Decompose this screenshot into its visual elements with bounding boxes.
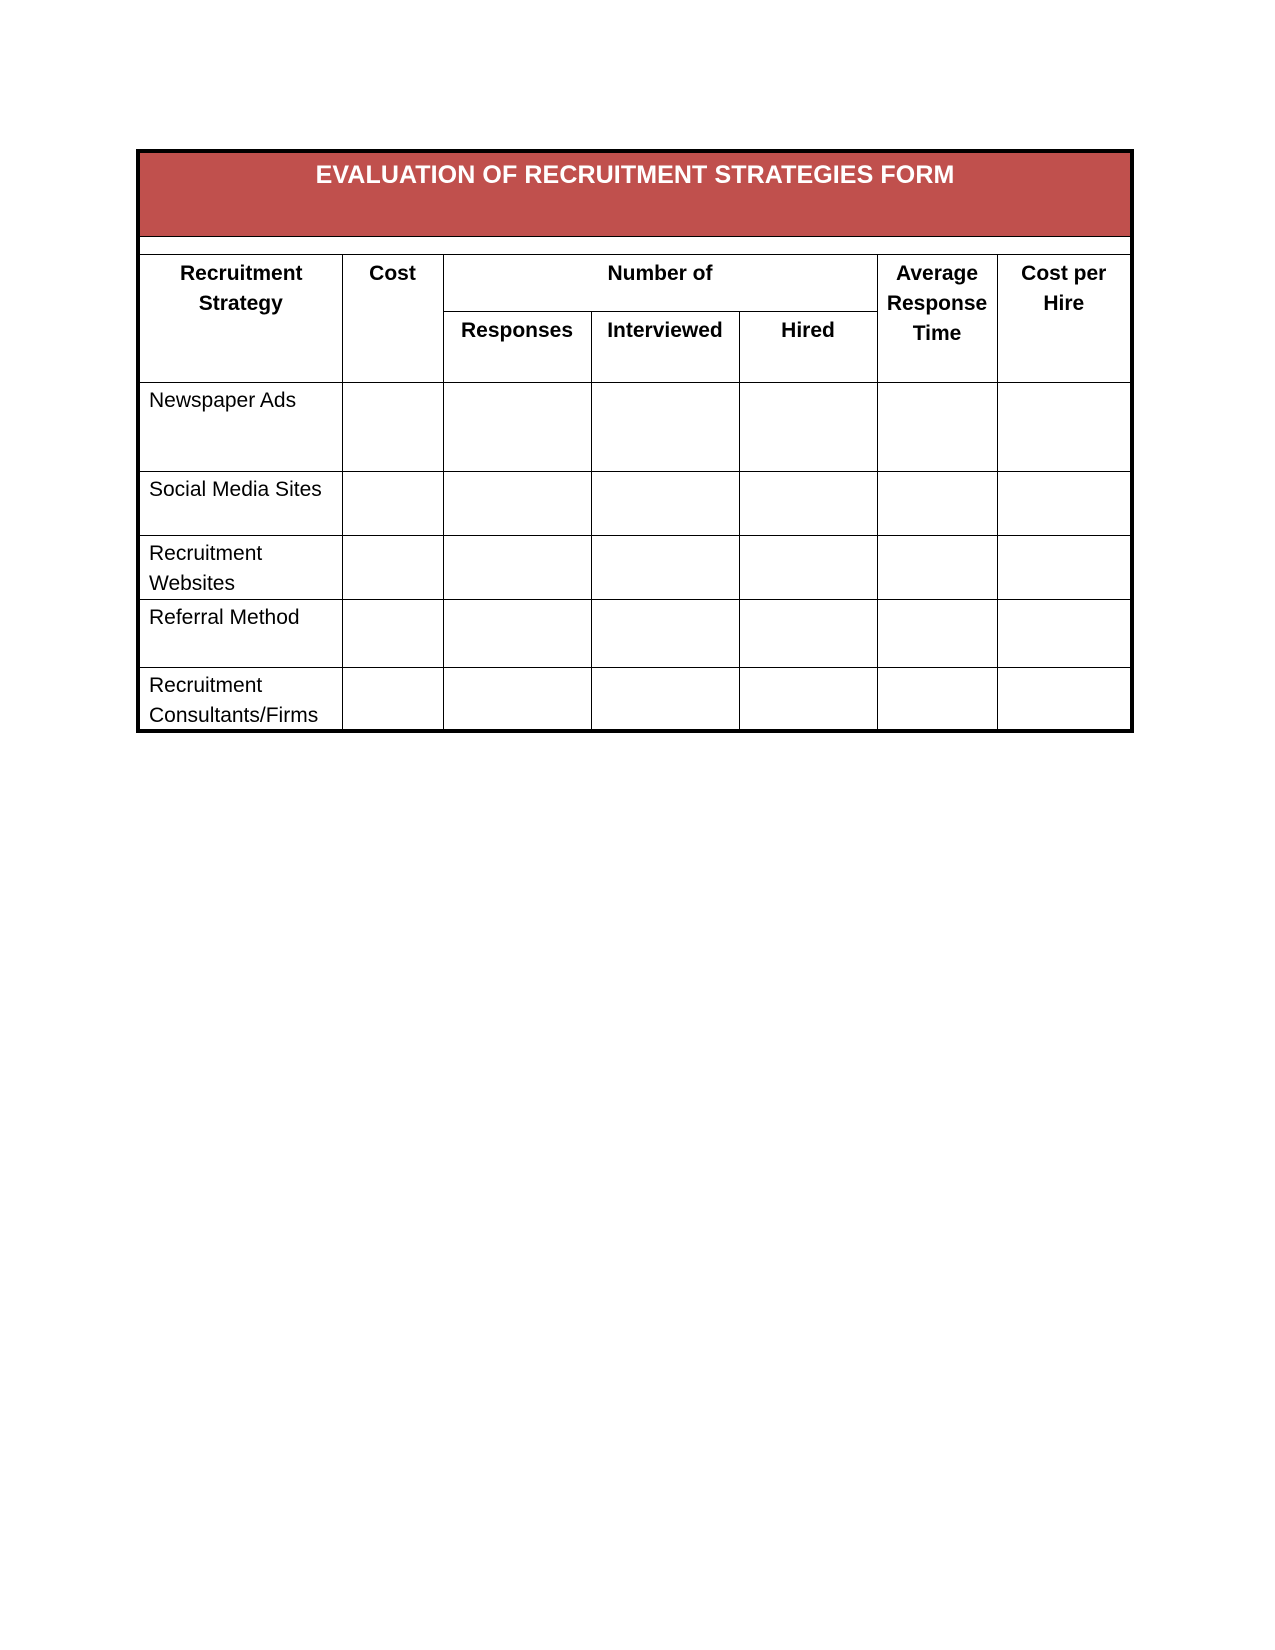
responses-cell[interactable] [443, 535, 591, 599]
hired-cell[interactable] [739, 599, 877, 667]
hired-cell[interactable] [739, 382, 877, 471]
strategy-table [140, 255, 1130, 731]
interviewed-cell[interactable] [591, 535, 739, 599]
table-row [140, 667, 1130, 731]
cost-per-hire-cell[interactable] [997, 667, 1130, 731]
cost-cell[interactable] [342, 471, 443, 535]
row-label: Referral Method [140, 599, 342, 667]
table-row [140, 382, 1130, 471]
row-label: Newspaper Ads [140, 382, 342, 471]
hired-cell[interactable] [739, 667, 877, 731]
avg-response-time-cell[interactable] [877, 599, 997, 667]
header-cost: Cost [342, 255, 443, 382]
interviewed-cell[interactable] [591, 599, 739, 667]
avg-response-time-cell[interactable] [877, 382, 997, 471]
interviewed-cell[interactable] [591, 667, 739, 731]
table-row [140, 471, 1130, 535]
cost-cell[interactable] [342, 667, 443, 731]
avg-response-time-cell[interactable] [877, 471, 997, 535]
responses-cell[interactable] [443, 382, 591, 471]
header-recruitment-strategy: Recruitment Strategy [140, 255, 342, 382]
form-title-bar [140, 153, 1130, 237]
cost-per-hire-cell[interactable] [997, 471, 1130, 535]
form-title: EVALUATION OF RECRUITMENT STRATEGIES FORM [315, 161, 955, 189]
row-label: Social Media Sites [140, 471, 342, 535]
header-responses: Responses [443, 311, 591, 382]
responses-cell[interactable] [443, 599, 591, 667]
cost-per-hire-cell[interactable] [997, 599, 1130, 667]
row-label: Recruitment Consultants/Firms [140, 667, 342, 731]
header-interviewed: Interviewed [591, 311, 739, 382]
hired-cell[interactable] [739, 535, 877, 599]
header-cost-per-hire: Cost per Hire [997, 255, 1130, 382]
spacer-row [140, 237, 1130, 255]
recruitment-evaluation-form [136, 149, 1134, 733]
row-label: Recruitment Websites [140, 535, 342, 599]
avg-response-time-cell[interactable] [877, 535, 997, 599]
hired-cell[interactable] [739, 471, 877, 535]
interviewed-cell[interactable] [591, 382, 739, 471]
cost-cell[interactable] [342, 599, 443, 667]
interviewed-cell[interactable] [591, 471, 739, 535]
header-average-response-time: Average Response Time [877, 255, 997, 382]
table-row [140, 599, 1130, 667]
cost-per-hire-cell[interactable] [997, 382, 1130, 471]
cost-cell[interactable] [342, 535, 443, 599]
avg-response-time-cell[interactable] [877, 667, 997, 731]
header-number-of: Number of [443, 255, 877, 311]
table-row [140, 535, 1130, 599]
responses-cell[interactable] [443, 471, 591, 535]
cost-per-hire-cell[interactable] [997, 535, 1130, 599]
cost-cell[interactable] [342, 382, 443, 471]
header-hired: Hired [739, 311, 877, 382]
responses-cell[interactable] [443, 667, 591, 731]
